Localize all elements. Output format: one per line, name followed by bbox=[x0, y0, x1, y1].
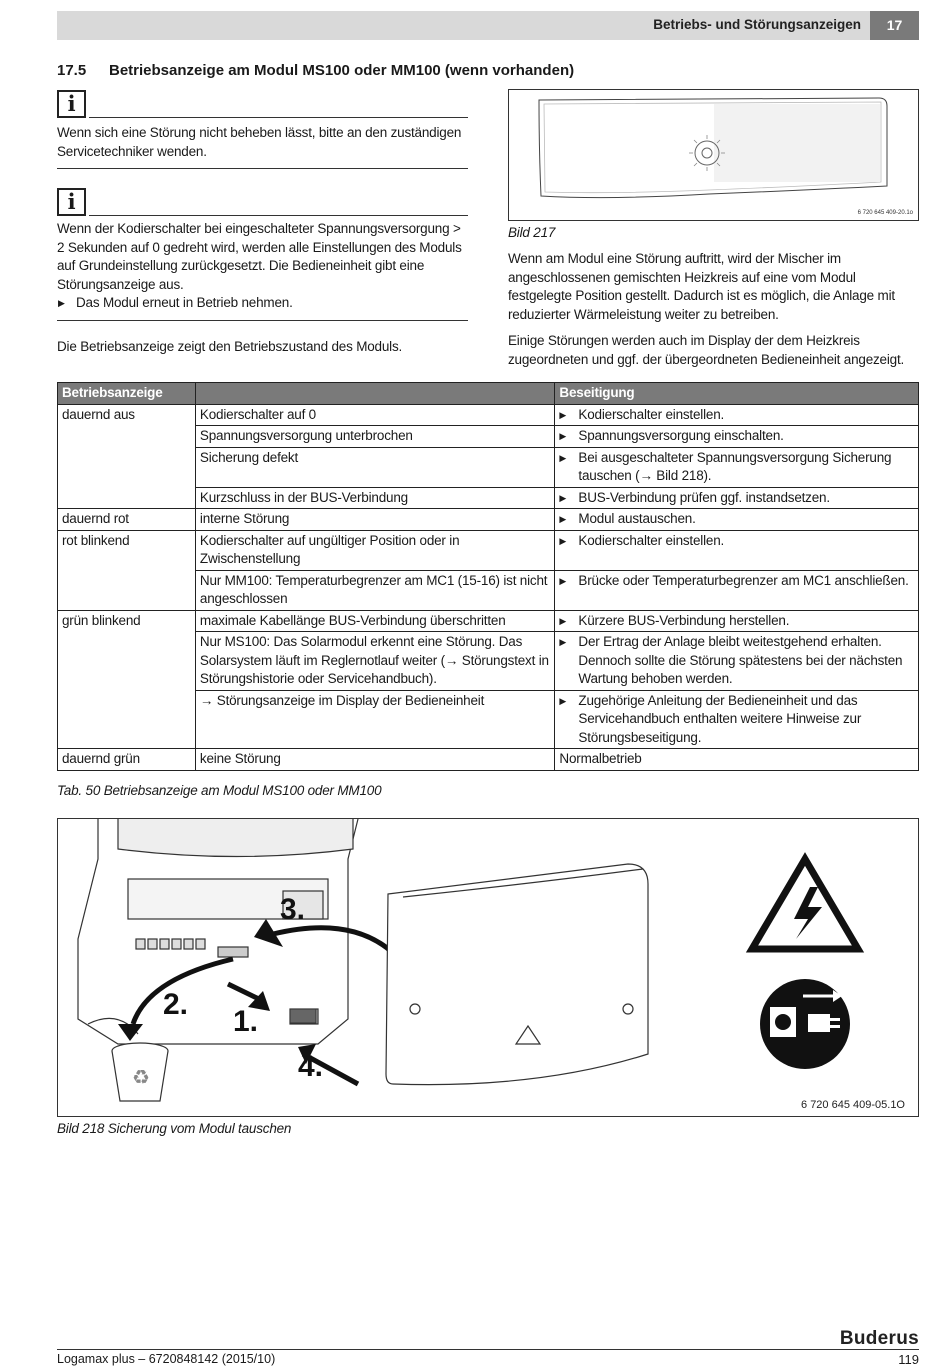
table-row bbox=[58, 404, 919, 426]
remedy-cell bbox=[555, 749, 919, 771]
status-cell: dauernd grün bbox=[58, 749, 196, 771]
table-header-row bbox=[58, 383, 919, 405]
remedy-text: ▶ Zugehörige Anleitung der Bedieneinheit und das Servicehandbuch enthalten weitere Hinweise zur Störungsbeseitigung. bbox=[559, 692, 914, 748]
cause-cell: Sicherung defekt bbox=[195, 447, 555, 487]
figure-218 bbox=[57, 818, 919, 1117]
remedy-text: ▶ Brücke oder Temperaturbegrenzer am MC1 anschließen. bbox=[559, 572, 914, 591]
cause-cell: Kurzschluss in der BUS-Verbindung bbox=[195, 487, 555, 509]
cause-cell: Spannungsversorgung unterbrochen bbox=[195, 426, 555, 448]
page-header bbox=[57, 11, 919, 40]
cause-cell: interne Störung bbox=[195, 509, 555, 531]
figure-caption: Bild 217 bbox=[508, 225, 556, 240]
cause-cell: keine Störung bbox=[195, 749, 555, 771]
unplug-mains-icon bbox=[760, 979, 850, 1069]
remedy-text: ▶ Kodierschalter einstellen. bbox=[559, 532, 914, 551]
table-row bbox=[58, 749, 919, 771]
brand-logo: Buderus bbox=[839, 1328, 919, 1349]
remedy-cell bbox=[555, 632, 919, 691]
figure-code: 6 720 645 409-05.1O bbox=[801, 1099, 905, 1111]
remedy-cell bbox=[555, 447, 919, 487]
cause-cell: Nur MS100: Das Solarmodul erkennt eine Störung. Das Solarsystem läuft im Reglernotlauf weiter (→ Störungstext in Störungshistorie oder Servicehandbuch). bbox=[195, 632, 555, 691]
remedy-cell bbox=[555, 610, 919, 632]
remedy-cell bbox=[555, 487, 919, 509]
divider bbox=[89, 117, 468, 118]
electrical-hazard-icon bbox=[752, 859, 858, 949]
notice-text: Wenn der Kodierschalter bei eingeschalteter Spannungsversorgung > 2 Sekunden auf 0 gedreht wird, werden alle Einstellungen des Moduls auf Grundeinstellung zurückgesetzt. Die Bedieneinheit gibt eine Störungsanzeige aus. bbox=[57, 221, 462, 292]
paragraph: Einige Störungen werden auch im Display der dem Heizkreis zugeordneten und ggf. der übergeordneten Bedieneinheit angezeigt. bbox=[508, 333, 905, 367]
remedy-cell bbox=[555, 530, 919, 570]
status-cell: dauernd aus bbox=[58, 404, 196, 509]
action-step: ▶ Das Modul erneut in Betrieb nehmen. bbox=[57, 294, 468, 313]
status-cell: dauernd rot bbox=[58, 509, 196, 531]
notice-text: Wenn sich eine Störung nicht beheben lässt, bitte an den zuständigen Servicetechniker wenden. bbox=[57, 125, 462, 159]
status-table bbox=[57, 382, 919, 771]
remedy-cell bbox=[555, 570, 919, 610]
step-label-1: 1. bbox=[233, 1005, 259, 1038]
paragraph: Die Betriebsanzeige zeigt den Betriebszustand des Moduls. bbox=[57, 339, 403, 354]
module-cover-drawing bbox=[386, 864, 648, 1085]
remedy-text: ▶ Spannungsversorgung einschalten. bbox=[559, 427, 914, 446]
remedy-cell bbox=[555, 426, 919, 448]
footer-divider bbox=[57, 1349, 919, 1350]
chapter-title: Betriebs- und Störungsanzeigen bbox=[653, 17, 861, 32]
remedy-text: ▶ Modul austauschen. bbox=[559, 510, 914, 529]
svg-text:♻: ♻ bbox=[132, 1065, 150, 1089]
table-caption: Tab. 50 Betriebsanzeige am Modul MS100 oder MM100 bbox=[57, 783, 382, 798]
remedy-text: ▶ Kürzere BUS-Verbindung herstellen. bbox=[559, 612, 914, 631]
table-row bbox=[58, 509, 919, 531]
cause-cell: → Störungsanzeige im Display der Bedieneinheit bbox=[195, 690, 555, 749]
remedy-text: Normalbetrieb bbox=[559, 751, 642, 766]
document-reference: Logamax plus – 6720848142 (2015/10) bbox=[57, 1352, 276, 1366]
section-number: 17.5 bbox=[57, 62, 87, 79]
figure-217 bbox=[508, 89, 919, 221]
chapter-number: 17 bbox=[870, 11, 919, 40]
table-row bbox=[58, 530, 919, 570]
cause-cell: Kodierschalter auf ungültiger Position oder in Zwischenstellung bbox=[195, 530, 555, 570]
divider bbox=[89, 215, 468, 216]
info-notice-2 bbox=[57, 188, 468, 321]
remedy-cell bbox=[555, 509, 919, 531]
step-label-4: 4. bbox=[298, 1050, 324, 1083]
page-number: 119 bbox=[898, 1352, 919, 1367]
section-heading bbox=[57, 62, 574, 79]
column-header: Betriebsanzeige bbox=[58, 383, 196, 405]
cause-cell: Kodierschalter auf 0 bbox=[195, 404, 555, 426]
step-label-2: 2. bbox=[163, 988, 189, 1021]
figure-caption: Bild 218 Sicherung vom Modul tauschen bbox=[57, 1121, 292, 1136]
info-icon: i bbox=[57, 90, 86, 118]
cause-cell: maximale Kabellänge BUS-Verbindung überschritten bbox=[195, 610, 555, 632]
remedy-cell bbox=[555, 690, 919, 749]
status-cell: rot blinkend bbox=[58, 530, 196, 610]
section-title: Betriebsanzeige am Modul MS100 oder MM100 (wenn vorhanden) bbox=[109, 62, 575, 79]
remedy-text: ▶ BUS-Verbindung prüfen ggf. instandsetzen. bbox=[559, 489, 914, 508]
status-cell: grün blinkend bbox=[58, 610, 196, 749]
remedy-cell bbox=[555, 404, 919, 426]
table-row bbox=[58, 610, 919, 632]
remedy-text: ▶ Der Ertrag der Anlage bleibt weitestgehend erhalten. Dennoch sollte die Störung spätestens bei der nächsten Wartung behoben werden. bbox=[559, 633, 914, 689]
fuse-icon bbox=[290, 1009, 316, 1023]
cause-cell: Nur MM100: Temperaturbegrenzer am MC1 (15-16) ist nicht angeschlossen bbox=[195, 570, 555, 610]
remedy-text: ▶ Bei ausgeschalteter Spannungsversorgung Sicherung tauschen (→ Bild 218). bbox=[559, 449, 914, 486]
info-icon: i bbox=[57, 188, 86, 216]
remedy-text: ▶ Kodierschalter einstellen. bbox=[559, 406, 914, 425]
info-notice-1 bbox=[57, 90, 468, 169]
column-header bbox=[195, 383, 555, 405]
paragraph: Wenn am Modul eine Störung auftritt, wird der Mischer im angeschlossenen gemischten Heizkreis auf eine vom Modul festgelegte Position gestellt. Dadurch ist es möglich, die Anlage mit reduzierter Wärmeleistung weiter zu betreiben. bbox=[508, 251, 895, 322]
figure-code: 6 720 645 409-20.1o bbox=[857, 210, 913, 216]
module-front-illustration bbox=[509, 90, 918, 220]
column-header: Beseitigung bbox=[555, 383, 919, 405]
step-label-3: 3. bbox=[280, 893, 306, 926]
fuse-replacement-illustration bbox=[58, 819, 918, 1116]
